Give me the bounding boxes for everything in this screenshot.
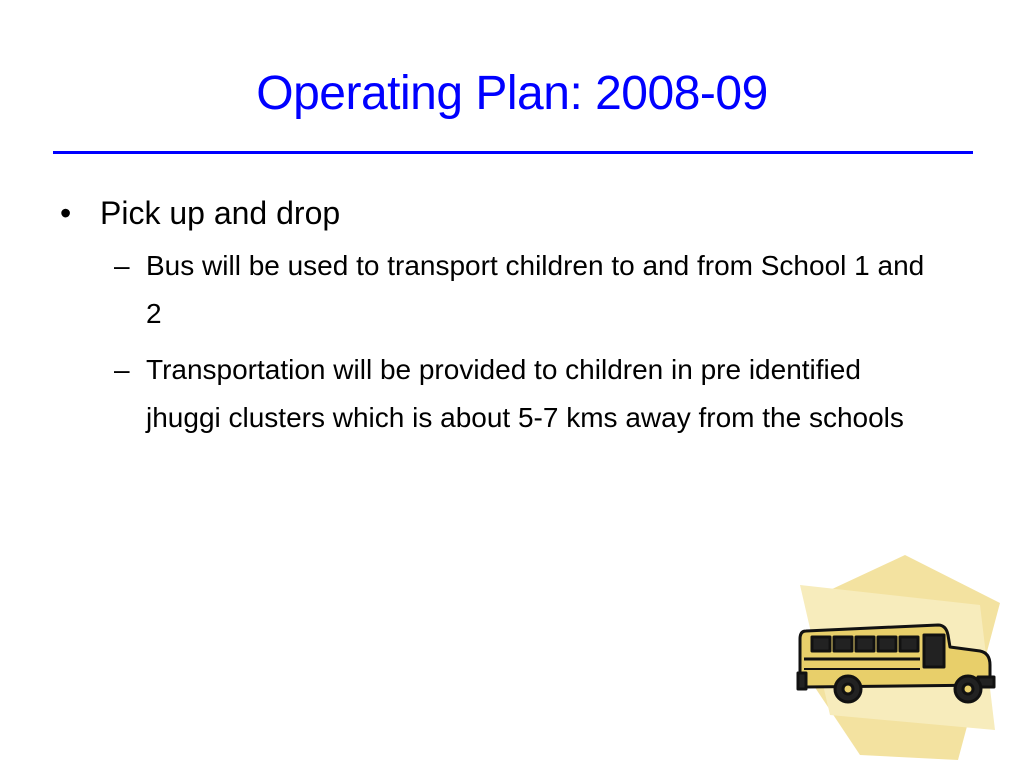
sub-bullet-text: Bus will be used to transport children to and from School 1 and 2 bbox=[146, 250, 925, 329]
bullet-item bbox=[58, 190, 978, 236]
bullet-marker: • bbox=[60, 195, 72, 231]
sub-bullet-marker: – bbox=[114, 354, 130, 385]
sub-bullet-text: Transportation will be provided to children in pre identified jhuggi clusters which is about 5-7 kms away from the schools bbox=[146, 354, 904, 433]
slide-title: Operating Plan: 2008-09 bbox=[256, 67, 768, 120]
sub-bullet-list bbox=[114, 242, 978, 442]
slide-body bbox=[58, 190, 978, 450]
school-bus-icon bbox=[790, 555, 1005, 760]
sub-bullet-item bbox=[114, 346, 926, 442]
sub-bullet-marker: – bbox=[114, 250, 130, 281]
sub-bullet-item bbox=[114, 242, 926, 338]
title-underline bbox=[53, 151, 973, 154]
bullet-text: Pick up and drop bbox=[100, 195, 341, 231]
